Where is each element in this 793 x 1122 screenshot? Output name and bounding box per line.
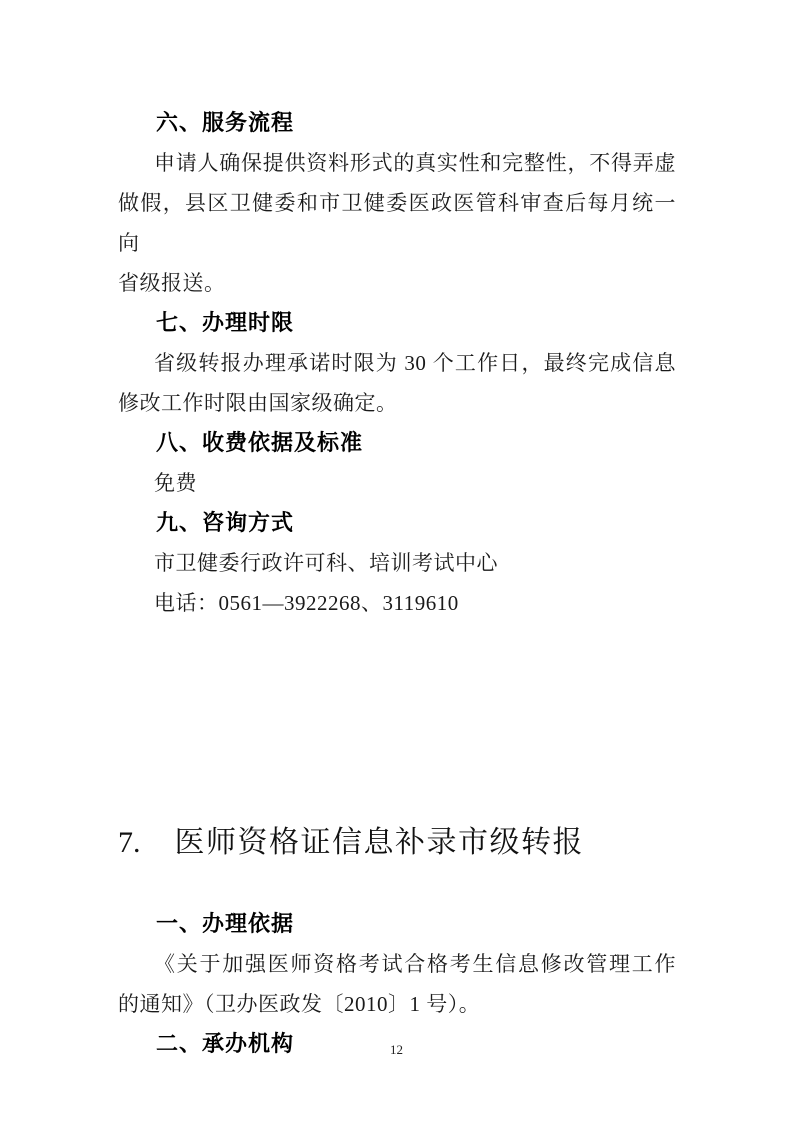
section-heading-8: 八、收费依据及标准: [156, 430, 364, 455]
chapter-number: 7.: [118, 826, 141, 859]
paragraph-line: 申请人确保提供资料形式的真实性和完整性，不得弄虚: [154, 151, 676, 175]
section-heading-6: 六、服务流程: [156, 110, 295, 135]
section-heading-2: 二、承办机构: [156, 1031, 295, 1056]
section-heading-7: 七、办理时限: [156, 310, 295, 335]
paragraph-line: 市卫健委行政许可科、培训考试中心: [154, 551, 498, 575]
section-heading-9: 九、咨询方式: [156, 510, 295, 535]
paragraph-line: 做假，县区卫健委和市卫健委医政医管科审查后每月统一向: [118, 191, 676, 255]
page-content: [118, 0, 676, 1064]
page-number: 12: [390, 1042, 403, 1057]
paragraph-line: 省级报送。: [118, 271, 226, 295]
paragraph-line: 《关于加强医师资格考试合格考生信息修改管理工作: [154, 952, 676, 976]
paragraph-line: 省级转报办理承诺时限为 30 个工作日，最终完成信息: [154, 351, 676, 375]
paragraph-line: 修改工作时限由国家级确定。: [118, 391, 398, 415]
paragraph-line: 免费: [154, 471, 197, 495]
paragraph-line: 的通知》（卫办医政发〔2010〕1 号）。: [118, 992, 481, 1016]
phone-line: 电话：0561—3922268、3119610: [154, 591, 459, 615]
chapter-title: 医师资格证信息补录市级转报: [174, 826, 584, 859]
section-heading-1: 一、办理依据: [156, 911, 295, 936]
chapter-heading: [118, 813, 676, 873]
